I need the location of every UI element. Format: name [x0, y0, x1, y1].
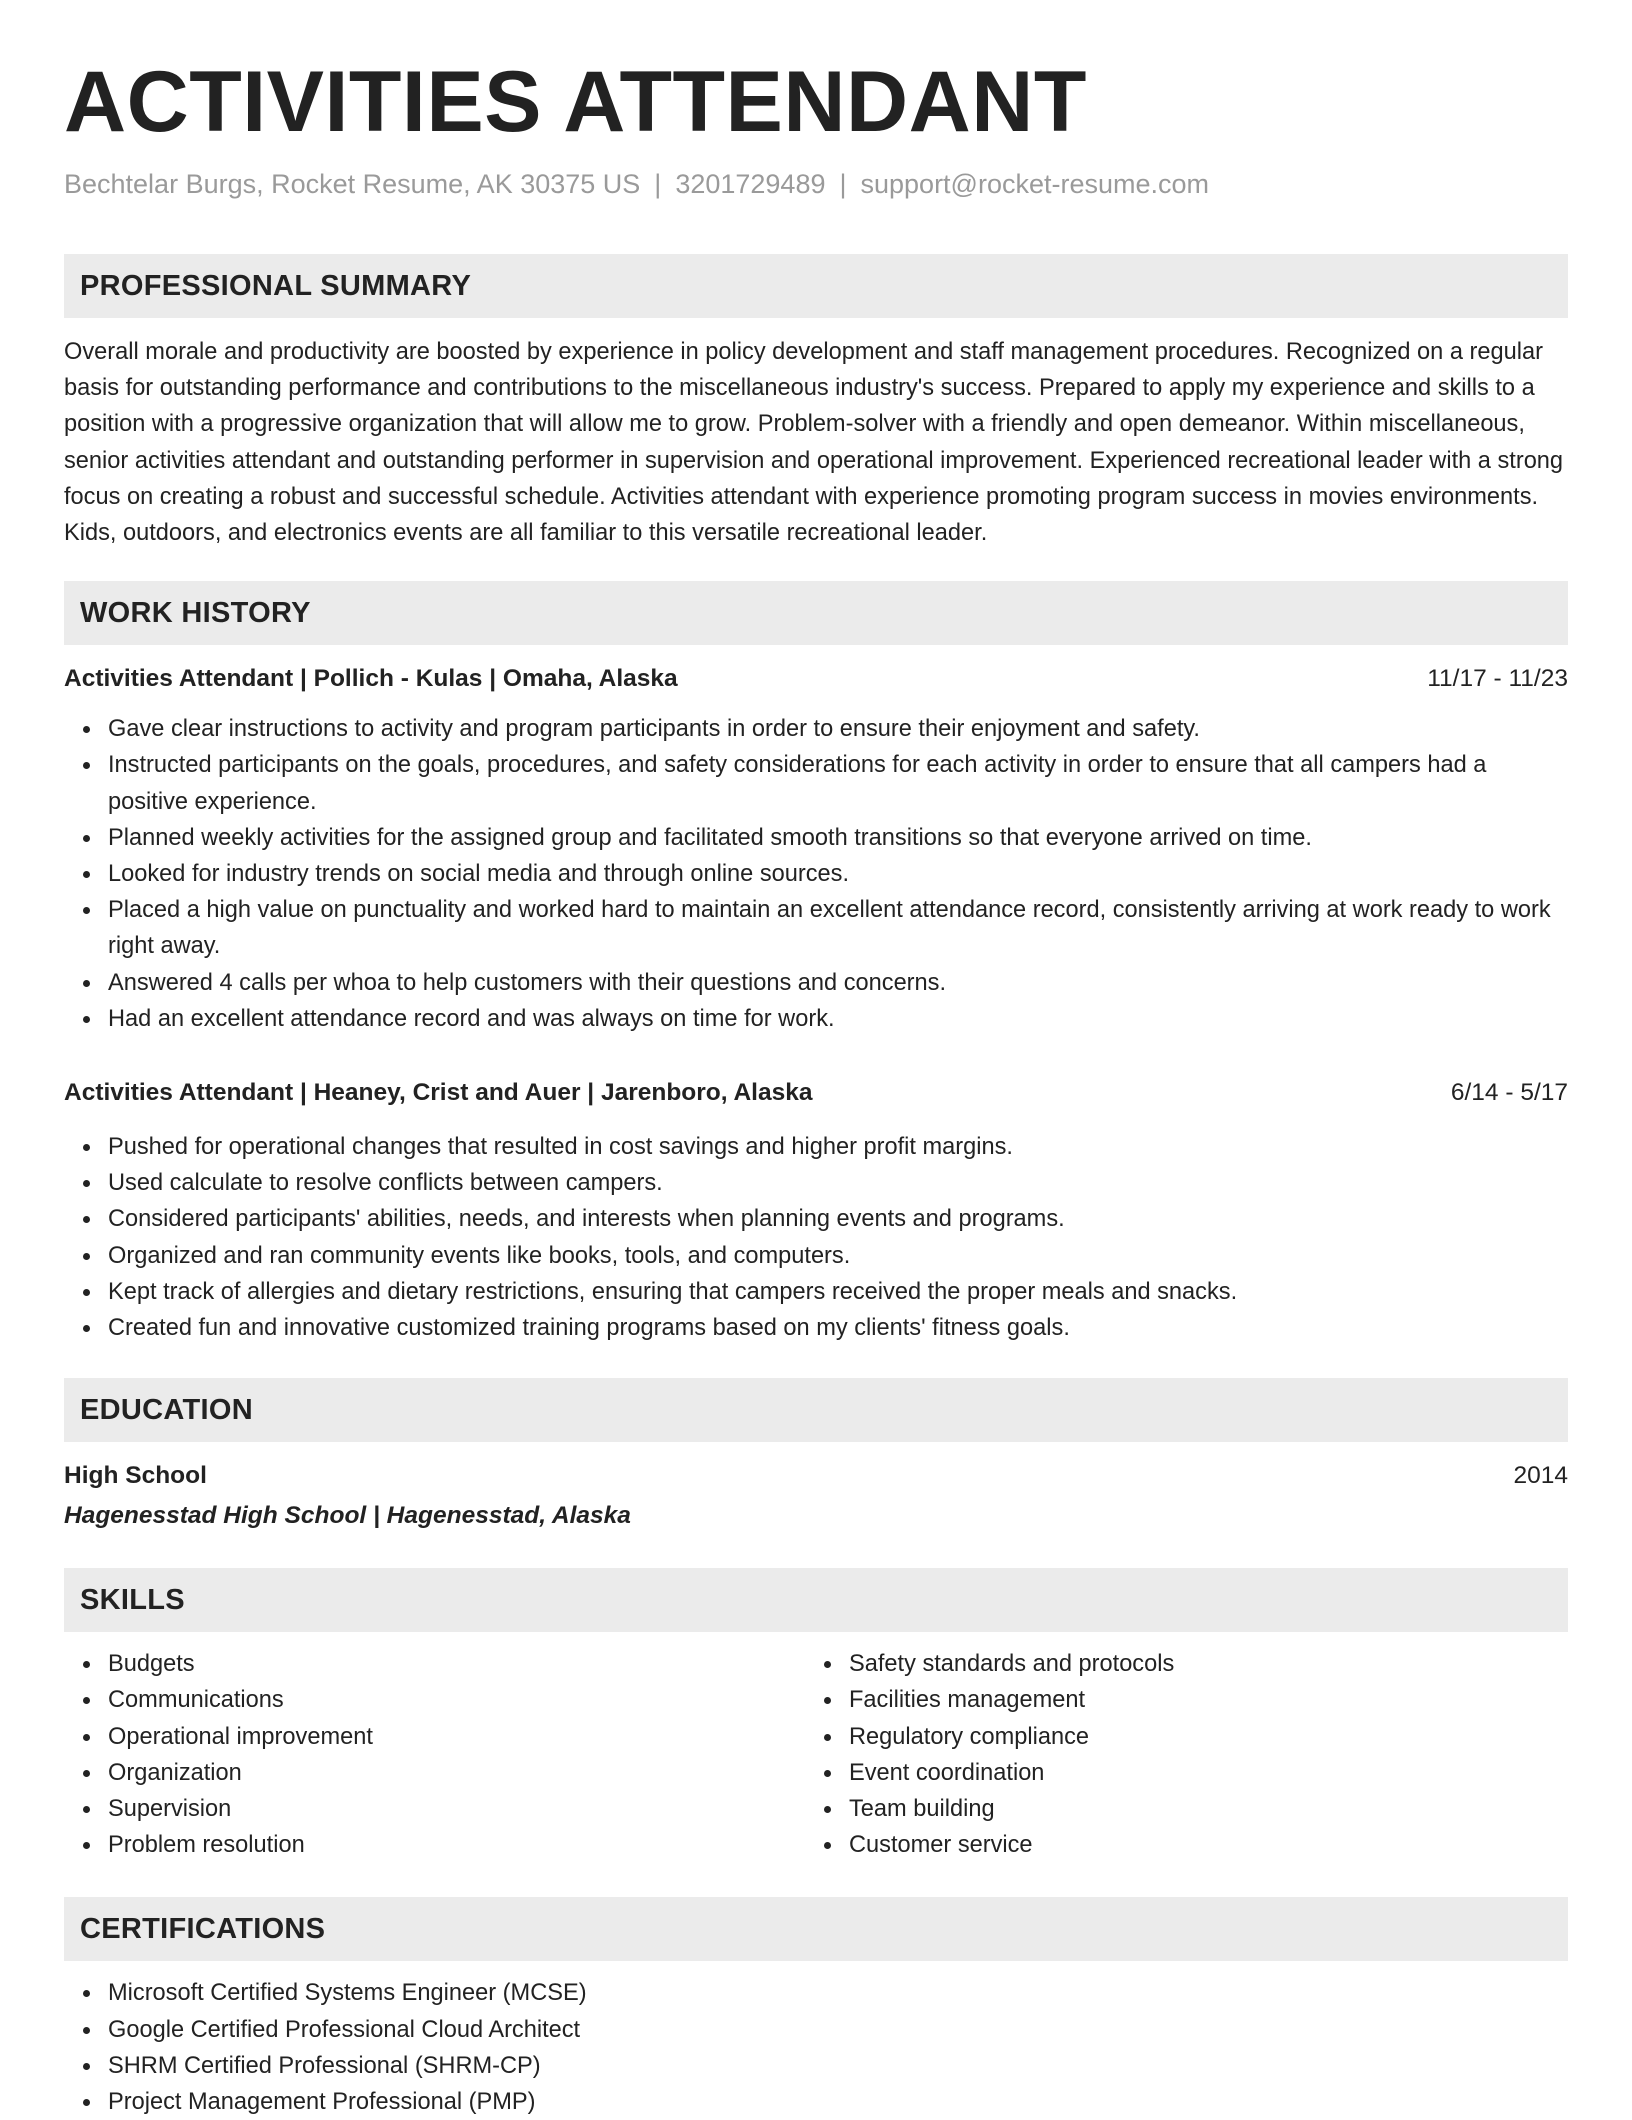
list-item: Kept track of allergies and dietary restrictions, ensuring that campers received the proper meals and snacks. — [108, 1274, 1568, 1310]
list-item: Planned weekly activities for the assigned group and facilitated smooth transitions so that everyone arrived on time. — [108, 820, 1568, 856]
education-heading — [64, 1458, 1568, 1494]
job-title: Activities Attendant | Pollich - Kulas | Omaha, Alaska — [64, 665, 678, 693]
skill-item: Facilities management — [849, 1682, 1546, 1718]
skill-item: Team building — [849, 1791, 1546, 1827]
list-item: Created fun and innovative customized training programs based on my clients' fitness goals. — [108, 1310, 1568, 1346]
skill-item: Supervision — [108, 1791, 805, 1827]
contact-line — [64, 166, 1568, 202]
contact-address: Bechtelar Burgs, Rocket Resume, AK 30375 US — [64, 169, 641, 199]
skill-item: Event coordination — [849, 1755, 1546, 1791]
education-degree: High School — [64, 1462, 207, 1490]
skill-item: Communications — [108, 1682, 805, 1718]
section-header-work-history: WORK HISTORY — [64, 581, 1568, 645]
skill-item: Organization — [108, 1755, 805, 1791]
job-bullet-list — [64, 711, 1568, 1037]
section-header-certifications: CERTIFICATIONS — [64, 1897, 1568, 1961]
contact-phone: 3201729489 — [675, 169, 826, 199]
certifications-list — [64, 1975, 1568, 2120]
list-item: Pushed for operational changes that resulted in cost savings and higher profit margins. — [108, 1129, 1568, 1165]
certification-item: Project Management Professional (PMP) — [108, 2084, 1568, 2120]
education-year: 2014 — [1513, 1462, 1568, 1490]
job-dates: 6/14 - 5/17 — [1450, 1079, 1568, 1107]
candidate-name: ACTIVITIES ATTENDANT — [64, 54, 1087, 150]
skill-item: Safety standards and protocols — [849, 1646, 1546, 1682]
skills-list-right — [805, 1646, 1546, 1863]
job-bullet-list — [64, 1129, 1568, 1346]
job-entry — [64, 1075, 1568, 1346]
certification-item: Google Certified Professional Cloud Architect — [108, 2012, 1568, 2048]
list-item: Organized and ran community events like books, tools, and computers. — [108, 1238, 1568, 1274]
contact-separator: | — [839, 169, 847, 199]
list-item: Used calculate to resolve conflicts between campers. — [108, 1165, 1568, 1201]
skill-item: Problem resolution — [108, 1827, 805, 1863]
education-school: Hagenesstad High School | Hagenesstad, Alaska — [64, 1502, 631, 1530]
job-dates: 11/17 - 11/23 — [1427, 665, 1568, 693]
list-item: Answered 4 calls per whoa to help customers with their questions and concerns. — [108, 965, 1568, 1001]
section-header-education: EDUCATION — [64, 1378, 1568, 1442]
job-title: Activities Attendant | Heaney, Crist and Auer | Jarenboro, Alaska — [64, 1079, 813, 1107]
skill-item: Budgets — [108, 1646, 805, 1682]
contact-email: support@rocket-resume.com — [860, 169, 1210, 199]
skills-list-left — [64, 1646, 805, 1863]
job-heading — [64, 1075, 1568, 1111]
list-item: Considered participants' abilities, needs, and interests when planning events and programs. — [108, 1201, 1568, 1237]
list-item: Gave clear instructions to activity and program participants in order to ensure their enjoyment and safety. — [108, 711, 1568, 747]
skill-item: Operational improvement — [108, 1719, 805, 1755]
job-heading — [64, 661, 1568, 697]
section-header-summary: PROFESSIONAL SUMMARY — [64, 254, 1568, 318]
summary-text: Overall morale and productivity are boosted by experience in policy development and staff management procedures. Recognized on a regular basis for outstanding performance and contributions to the miscellaneous industry's success. Prepared to apply my experience and skills to a position with a progressive organization that will allow me to grow. Problem-solver with a friendly and open demeanor. Within miscellaneous, senior activities attendant and outstanding performer in supervision and operational improvement. Experienced recreational leader with a strong focus on creating a robust and successful schedule. Activities attendant with experience promoting program success in movies environments. Kids, outdoors, and electronics events are all familiar to this versatile recreational leader. — [64, 339, 1564, 547]
certification-item: SHRM Certified Professional (SHRM-CP) — [108, 2048, 1568, 2084]
list-item: Had an excellent attendance record and was always on time for work. — [108, 1001, 1568, 1037]
certification-item: Microsoft Certified Systems Engineer (MCSE) — [108, 1975, 1568, 2011]
job-entry — [64, 661, 1568, 1037]
list-item: Instructed participants on the goals, procedures, and safety considerations for each activity in order to ensure that all campers had a positive experience. — [108, 747, 1568, 819]
skills-grid — [64, 1646, 1568, 1863]
list-item: Looked for industry trends on social media and through online sources. — [108, 856, 1568, 892]
section-header-skills: SKILLS — [64, 1568, 1568, 1632]
contact-separator: | — [654, 169, 662, 199]
skill-item: Regulatory compliance — [849, 1719, 1546, 1755]
skill-item: Customer service — [849, 1827, 1546, 1863]
list-item: Placed a high value on punctuality and worked hard to maintain an excellent attendance record, consistently arriving at work ready to work right away. — [108, 892, 1568, 964]
